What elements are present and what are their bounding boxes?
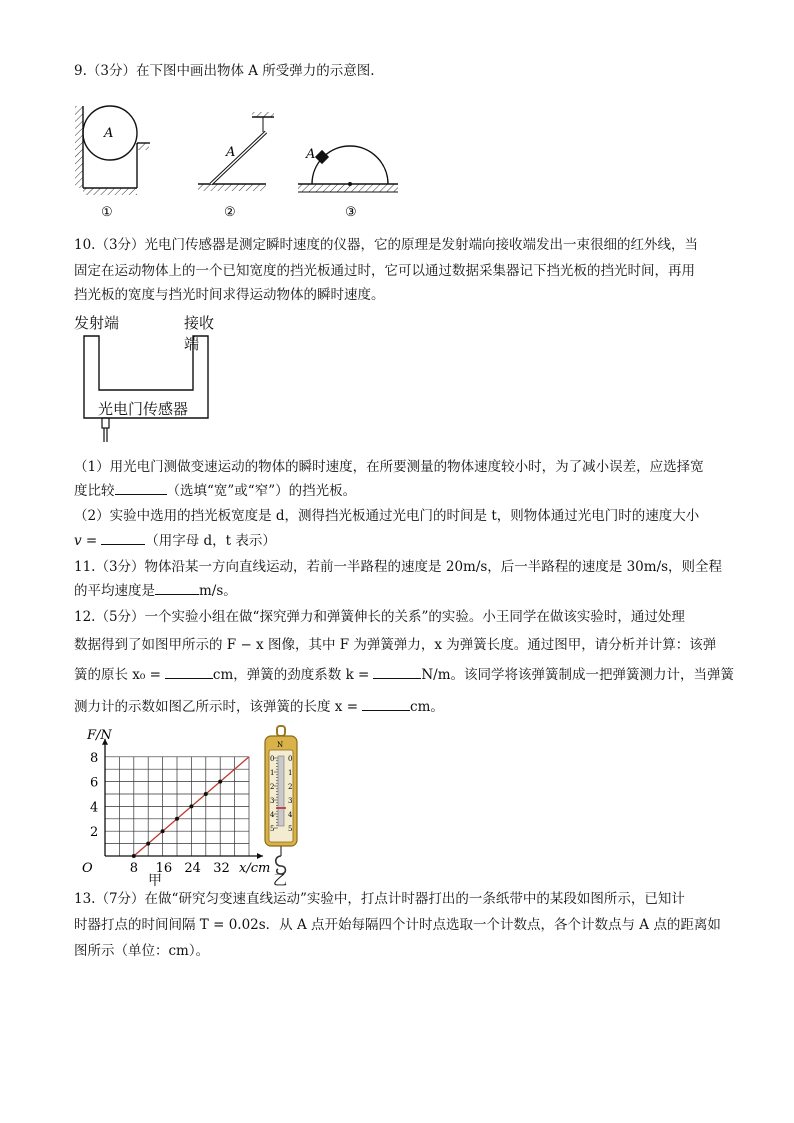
x-axis-label: x/cm	[239, 861, 271, 876]
chart-marks	[132, 757, 249, 858]
q12-line2: 数据得到了如图甲所示的 F − x 图像，其中 F 为弹簧弹力，x 为弹簧长度。通过图甲，请分析并计算：该弹	[74, 637, 717, 653]
caption-yi: 乙	[273, 873, 287, 889]
scale-unit: N	[277, 741, 284, 749]
emitter-label: 发射端	[74, 314, 120, 332]
answer-blank	[373, 664, 421, 679]
answer-blank	[155, 580, 199, 595]
scale-tick-label-left: 2	[270, 783, 275, 791]
data-point	[161, 829, 165, 833]
q12-line1: 12.（5分）一个实验小组在做“探究弹力和弹簧伸长的关系”的实验。小王同学在做该实验时，通过处理	[74, 609, 685, 625]
chart-text	[82, 728, 270, 876]
q13-line3: 图所示（单位：cm）。	[74, 943, 210, 959]
spring-scale	[256, 722, 306, 882]
scale-tick-label-right: 2	[288, 783, 293, 791]
data-point	[132, 854, 136, 858]
q10-p1-line2: 度比较 （选填“宽”或“窄”）的挡光板。	[74, 480, 722, 502]
q11-line1: 11.（3分）物体沿某一方向直线运动，若前一半路程的速度是 20m/s，后一半路程的速度是 30m/s，则全程	[74, 559, 723, 575]
origin-label: O	[82, 861, 93, 876]
q10-line3: 挡光板的宽度与挡光时间求得运动物体的瞬时速度。	[74, 287, 385, 303]
x-tick-label: 16	[155, 861, 173, 876]
data-point	[189, 804, 193, 808]
q11-line2: 的平均速度是 m/s。	[74, 580, 722, 602]
caption-2: ②	[224, 205, 236, 220]
receiver-label: 接收端	[184, 314, 215, 353]
scale-tick-label-right: 1	[288, 769, 293, 777]
x-tick-label: 24	[184, 861, 201, 876]
figure-2	[198, 112, 274, 220]
q10-line2: 固定在运动物体上的一个已知宽度的挡光板通过时，它可以通过数据采集器记下挡光板的挡光时间，再用	[74, 263, 695, 279]
q10-p2-line1: （2）实验中选用的挡光板宽度是 d，测得挡光板通过光电门的时间是 t，则物体通过光电门时的速度大小	[74, 508, 700, 524]
sensor-label: 光电门传感器	[98, 400, 189, 418]
chart-grid	[105, 757, 249, 856]
caption-1: ①	[101, 205, 113, 220]
x-tick-label: 8	[129, 861, 139, 876]
fig3-label: A	[306, 147, 316, 162]
y-tick-label: 8	[90, 750, 99, 766]
answer-blank	[165, 664, 213, 679]
q12-line3: 簧的原长 x₀ = cm，弹簧的劲度系数 k = N/m。该同学将该弹簧制成一把弹簧测力计，当弹簧	[74, 664, 722, 686]
data-point	[146, 842, 150, 846]
y-tick-label: 2	[90, 825, 99, 841]
figure-3	[298, 146, 398, 220]
y-axis-label: F/N	[87, 727, 112, 743]
q10-line1: 10.（3分）光电门传感器是测定瞬时速度的仪器，它的原理是发射端向接收端发出一束很细的红外线，当	[74, 237, 699, 253]
scale-tick-label-left: 1	[270, 769, 275, 777]
q12-line4: 测力计的示数如图乙所示时，该弹簧的长度 x = cm。	[74, 696, 722, 718]
photogate-figure	[74, 312, 224, 446]
answer-blank	[115, 480, 167, 495]
x-tick-label: 32	[213, 861, 230, 876]
q9-figures	[70, 98, 410, 222]
q13-line1: 13.（7分）在做“研究匀变速直线运动”实验中，打点计时器打出的一条纸带中的某段如图所示，已知计	[74, 891, 685, 907]
scale-tick-label-left: 4	[270, 811, 275, 819]
q10-p2-line2: v = （用字母 d，t 表示）	[74, 530, 722, 552]
y-tick-label: 4	[90, 800, 99, 816]
scale-tick-label-right: 0	[288, 755, 293, 763]
fx-chart	[70, 718, 271, 886]
q9-stem: 9.（3分）在下图中画出物体 A 所受弹力的示意图.	[74, 63, 375, 79]
scale-tick-label-left: 5	[270, 825, 275, 833]
q10-p1-line1: （1）用光电门测做变速运动的物体的瞬时速度，在所要测量的物体速度较小时，为了减小误差，应选择宽	[74, 459, 704, 475]
scale-tick-label-right: 5	[288, 825, 293, 833]
answer-blank	[101, 530, 145, 545]
scale-tick-label-left: 3	[270, 797, 275, 805]
caption-jia: 甲	[148, 873, 162, 889]
figure-1	[75, 106, 150, 220]
data-point	[204, 792, 208, 796]
scale-tick-label-left: 0	[270, 755, 275, 763]
caption-3: ③	[345, 205, 357, 220]
y-tick-label: 6	[90, 775, 99, 791]
fig1-label: A	[104, 126, 114, 141]
answer-blank	[362, 696, 410, 711]
scale-tick-label-right: 4	[288, 811, 293, 819]
fig2-label: A	[226, 145, 236, 160]
data-point	[175, 817, 179, 821]
scale-tick-label-right: 3	[288, 797, 293, 805]
data-point	[218, 780, 222, 784]
q13-line2: 时器打点的时间间隔 T = 0.02s．从 A 点开始每隔四个计时点选取一个计数点，各个计数点与 A 点的距离如	[74, 917, 721, 933]
